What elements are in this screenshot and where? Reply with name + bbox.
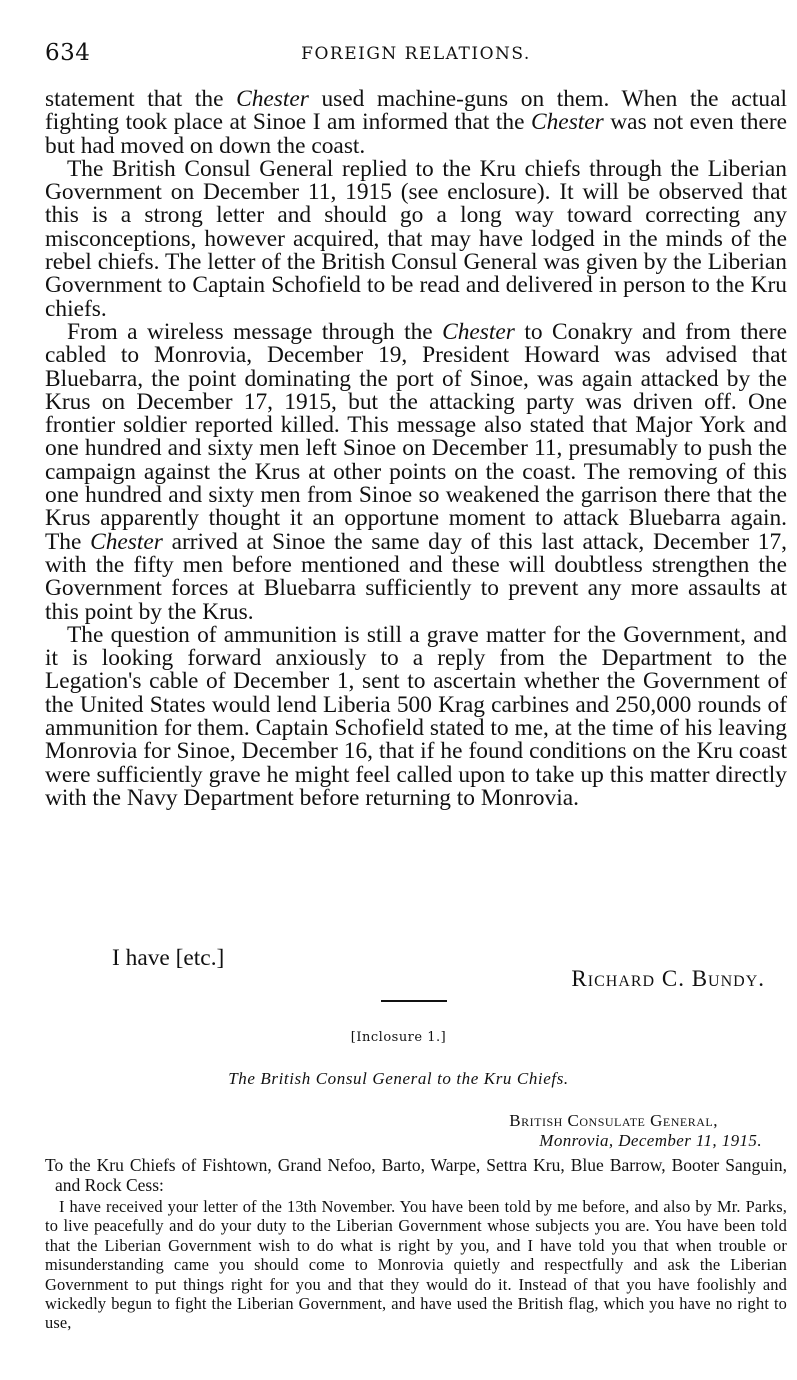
paragraph-2: The British Consul General replied to the Kru chiefs through the Liberian Government on December 11, 1915 (see enclosure). It will be observed that this is a strong letter and should go a long way toward correcting any misconceptions, however acquired, that may have lodged in the minds of the rebel chiefs. The letter of the British Consul General was given by the Liberian Government to Captain Schofield to be read and delivered in person to the Kru chiefs. bbox=[45, 155, 787, 322]
closing-line: I have [etc.] bbox=[112, 945, 225, 971]
signature: Richard C. Bundy. bbox=[571, 966, 765, 991]
paragraph-4: The question of ammunition is still a grave matter for the Government, and it is looking forward anxiously to a reply from the Department to the Legation's cable of December 1, sent to ascertain whether the Government of the United States would lend Liberia 500 Krag carbines and 250,000 rounds of ammunition for them. Captain Schofield stated to me, at the time of his leaving Monrovia for Sinoe, December 16, that if he found conditions on the Kru coast were sufficiently grave he might feel called upon to take up this matter directly with the Navy Department before returning to Monrovia. bbox=[45, 621, 787, 811]
section-divider bbox=[381, 1000, 447, 1002]
dateline-date: Monrovia, December 11, 1915. bbox=[539, 1131, 762, 1150]
enclosure-title: The British Consul General to the Kru Chiefs. bbox=[228, 1069, 569, 1088]
p3-text-a: From a wireless message through the bbox=[67, 318, 443, 345]
salutation: To the Kru Chiefs of Fishtown, Grand Nefoo, Barto, Warpe, Settra Kru, Blue Barrow, Booter Sanguin, and Rock Cess: bbox=[45, 1155, 787, 1195]
p1-text-e: was not even there but had moved on down the coast. bbox=[45, 109, 787, 159]
ship-name: Chester bbox=[236, 86, 309, 112]
ship-name: Chester bbox=[531, 109, 604, 136]
p3-text-c: to Conakry and from there cabled to Monrovia, December 19, President Howard was advised that Bluebarra, the point dominating the port of Sinoe, was again attacked by the Krus on December 17, 1915, but the attacking party was driven off. One frontier soldier reported killed. This message also stated that Major York and one hundred and sixty men left Sinoe on December 11, presumably to push the campaign against the Krus at other points on the coast. The removing of this one hundred and sixty men from Sinoe so weakened the garrison there that the Krus apparently thought it an opportune moment to attack Bluebarra again. The bbox=[45, 318, 787, 555]
enclosure-label: [Inclosure 1.] bbox=[350, 1030, 447, 1045]
ship-name: Chester bbox=[442, 318, 515, 345]
page-number: 634 bbox=[45, 40, 91, 66]
letter-body: I have received your letter of the 13th November. You have been told by me before, and also by Mr. Parks, to live peacefully and do your duty to the Liberian Government whose subjects you are. You have been told that the Liberian Government wish to do what is right by you, and I have told you that when trouble or misunderstanding came you should come to Monrovia quietly and respectfully and ask the Liberian Government to put things right for you and that they would do it. Instead of that you have foolishly and wickedly begun to fight the Liberian Government, and have used the British flag, which you have no right to use, bbox=[45, 1197, 787, 1333]
p1-text-c: used machine-guns on them. When the actual fighting took place at Sinoe I am informed that the bbox=[45, 86, 787, 136]
paragraph-1 bbox=[45, 88, 787, 158]
p3-text-e: arrived at Sinoe the same day of this last attack, December 17, with the fifty men before mentioned and these will doubtless strengthen the Government forces at Bluebarra sufficiently to prevent any more assaults at this point by the Krus. bbox=[45, 528, 788, 625]
running-head: FOREIGN RELATIONS. bbox=[301, 44, 531, 64]
paragraph-3 bbox=[45, 318, 788, 625]
p1-text-a: statement that the bbox=[45, 86, 237, 112]
dateline-place: British Consulate General, bbox=[509, 1111, 718, 1130]
main-text bbox=[45, 88, 787, 810]
dateline bbox=[509, 1111, 762, 1151]
page-header bbox=[45, 40, 787, 70]
ship-name: Chester bbox=[90, 528, 163, 555]
